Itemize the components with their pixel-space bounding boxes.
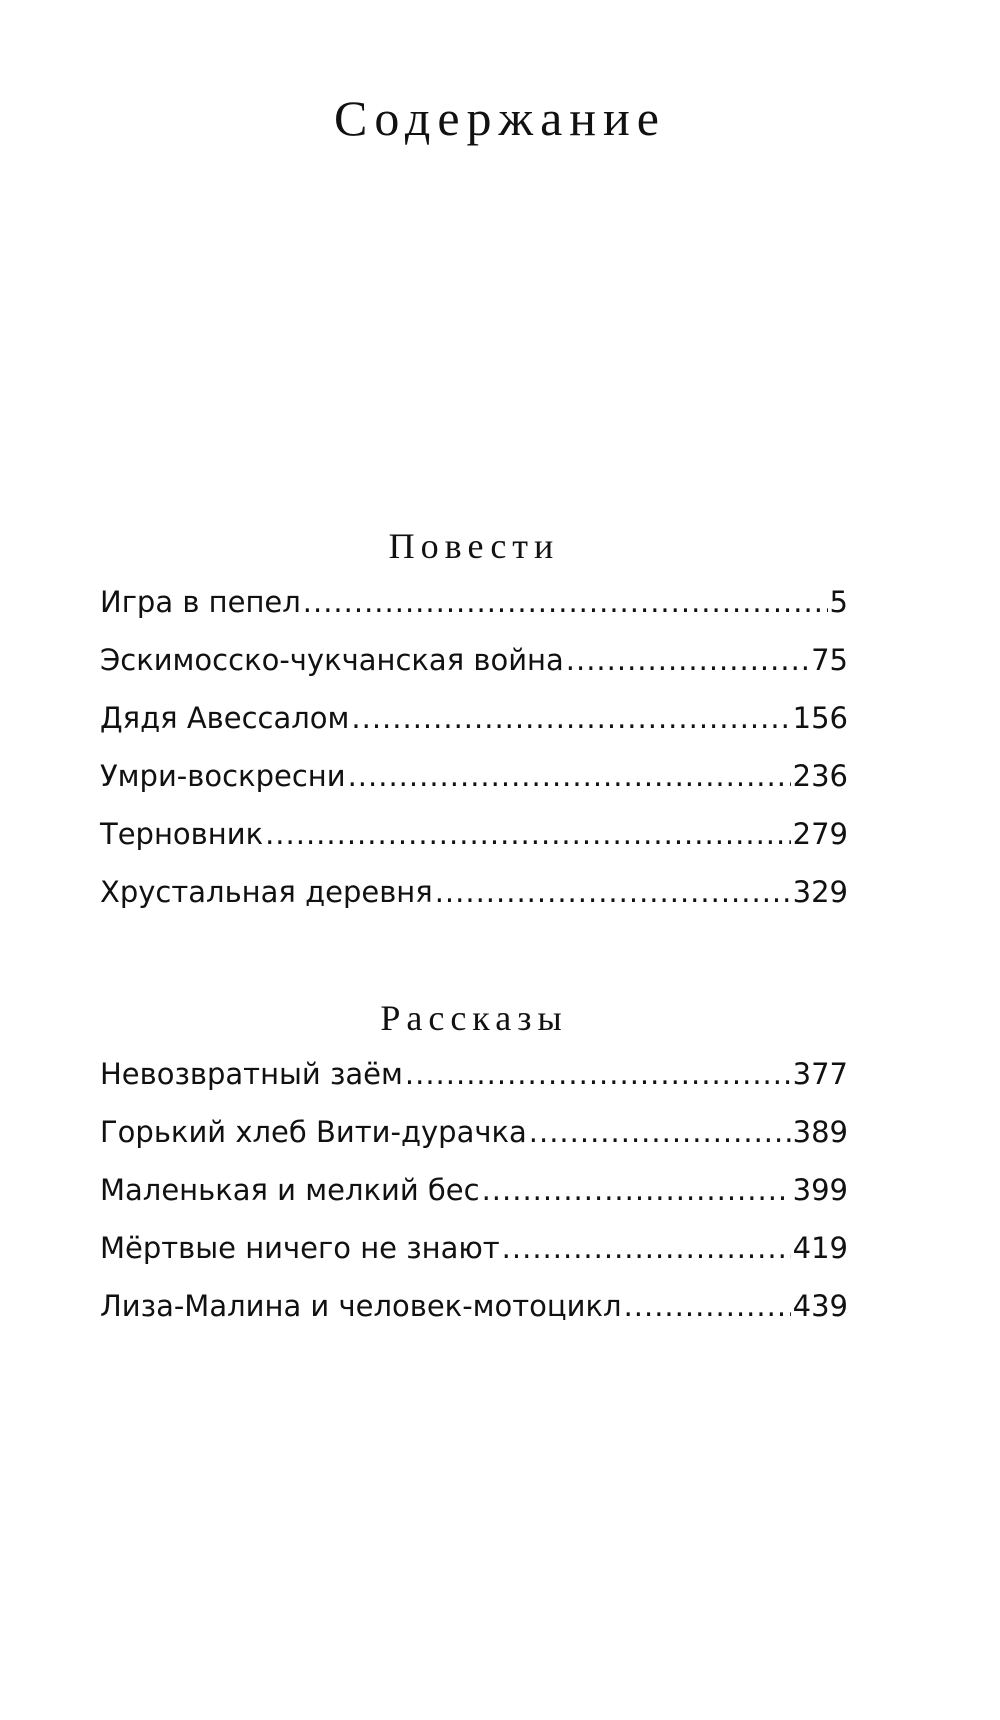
toc-entry[interactable] bbox=[100, 640, 848, 698]
entry-title: Маленькая и мелкий бес bbox=[100, 1173, 480, 1207]
entry-title: Эскимосско-чукчанская война bbox=[100, 643, 564, 677]
section-heading: Рассказы bbox=[380, 998, 568, 1038]
toc-entry[interactable] bbox=[100, 756, 848, 814]
entry-title: Лиза-Малина и человек-мотоцикл bbox=[100, 1289, 622, 1323]
toc-list bbox=[100, 582, 848, 930]
toc-entry[interactable] bbox=[100, 872, 848, 930]
toc-entry[interactable] bbox=[100, 698, 848, 756]
toc-entry[interactable] bbox=[100, 582, 848, 640]
entry-page-number: 279 bbox=[792, 817, 848, 851]
section-heading: Повести bbox=[388, 526, 560, 566]
entry-title: Умри-воскресни bbox=[100, 759, 346, 793]
toc-entry[interactable] bbox=[100, 1228, 848, 1286]
dot-leader bbox=[502, 1228, 791, 1268]
toc-entry[interactable] bbox=[100, 1286, 848, 1344]
entry-title: Мёртвые ничего не знают bbox=[100, 1231, 500, 1265]
dot-leader bbox=[529, 1112, 791, 1152]
entry-page-number: 156 bbox=[792, 701, 848, 735]
toc-entry[interactable] bbox=[100, 1112, 848, 1170]
entry-title: Невозвратный заём bbox=[100, 1057, 403, 1091]
toc-entry[interactable] bbox=[100, 814, 848, 872]
entry-page-number: 5 bbox=[829, 585, 848, 619]
entry-title: Терновник bbox=[100, 817, 264, 851]
section-povesti bbox=[100, 524, 848, 930]
page-title: Содержание bbox=[334, 90, 666, 146]
entry-title: Игра в пепел bbox=[100, 585, 301, 619]
dot-leader bbox=[351, 698, 790, 738]
dot-leader bbox=[624, 1286, 791, 1326]
entry-title: Горький хлеб Вити-дурачка bbox=[100, 1115, 527, 1149]
dot-leader bbox=[405, 1054, 791, 1094]
entry-page-number: 399 bbox=[792, 1173, 848, 1207]
dot-leader bbox=[482, 1170, 791, 1210]
toc-entry[interactable] bbox=[100, 1170, 848, 1228]
dot-leader bbox=[435, 872, 791, 912]
dot-leader bbox=[303, 582, 828, 622]
entry-title: Хрустальная деревня bbox=[100, 875, 433, 909]
toc-entry[interactable] bbox=[100, 1054, 848, 1112]
entry-page-number: 75 bbox=[811, 643, 848, 677]
entry-title: Дядя Авессалом bbox=[100, 701, 350, 735]
entry-page-number: 439 bbox=[792, 1289, 848, 1323]
toc-list bbox=[100, 1054, 848, 1344]
section-rasskazy bbox=[100, 996, 848, 1344]
entry-page-number: 377 bbox=[792, 1057, 848, 1091]
entry-page-number: 329 bbox=[792, 875, 848, 909]
entry-page-number: 419 bbox=[792, 1231, 848, 1265]
dot-leader bbox=[265, 814, 791, 854]
entry-page-number: 389 bbox=[792, 1115, 848, 1149]
dot-leader bbox=[348, 756, 791, 796]
entry-page-number: 236 bbox=[792, 759, 848, 793]
dot-leader bbox=[566, 640, 809, 680]
